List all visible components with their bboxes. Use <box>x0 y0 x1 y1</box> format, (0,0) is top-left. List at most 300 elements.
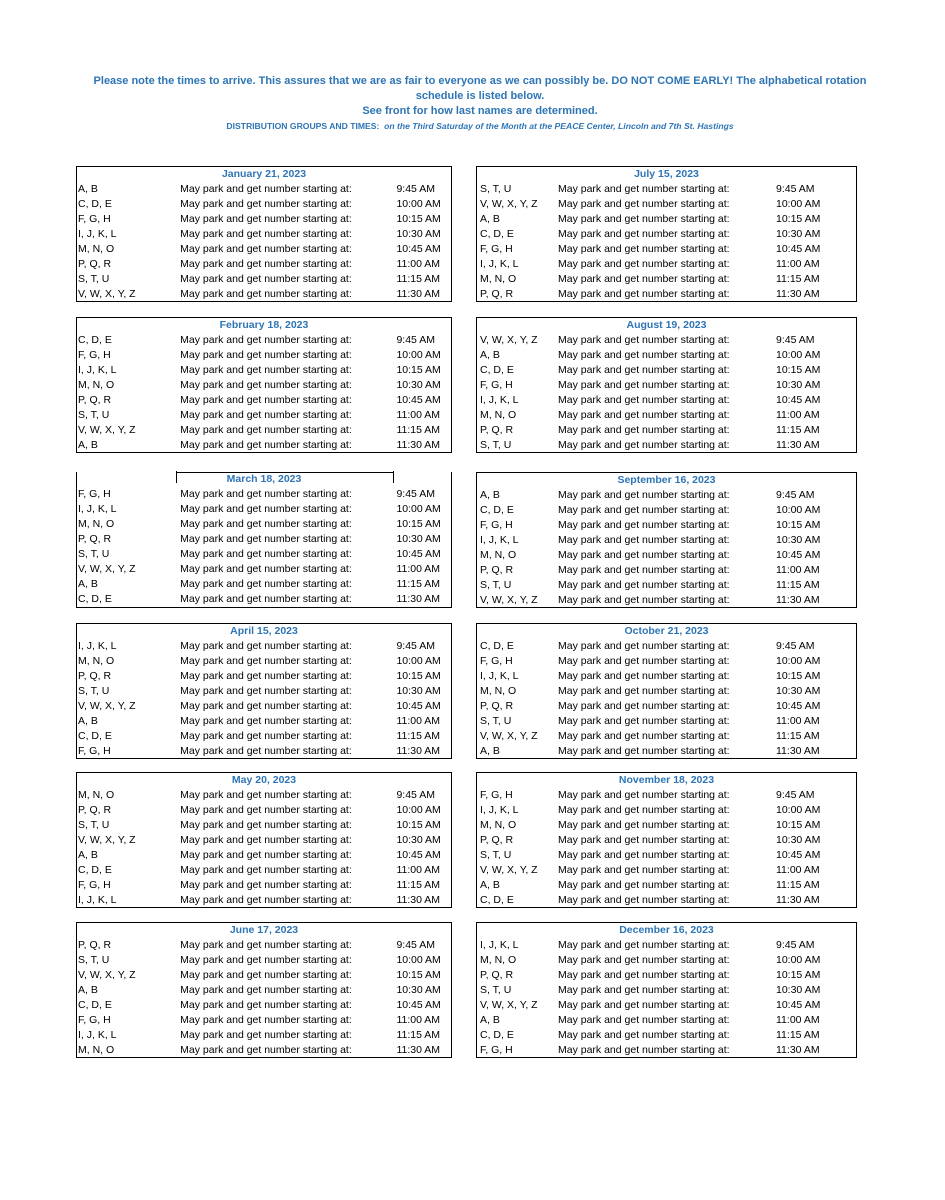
arrival-message: May park and get number starting at: <box>180 655 352 667</box>
arrival-message: May park and get number starting at: <box>180 593 352 605</box>
schedule-row <box>477 548 856 563</box>
name-group: F, G, H <box>480 379 513 391</box>
schedule-date: July 15, 2023 <box>634 168 699 180</box>
schedule-month-pair <box>76 317 857 453</box>
arrival-message: May park and get number starting at: <box>558 534 730 546</box>
arrival-time: 9:45 AM <box>396 939 435 951</box>
arrival-time: 11:30 AM <box>776 594 820 606</box>
schedule-row <box>477 563 856 578</box>
arrival-time: 11:00 AM <box>776 864 820 876</box>
arrival-message: May park and get number starting at: <box>558 489 730 501</box>
arrival-message: May park and get number starting at: <box>558 1029 730 1041</box>
arrival-message: May park and get number starting at: <box>180 670 352 682</box>
schedule-panel-left <box>76 772 452 908</box>
arrival-time: 11:00 AM <box>776 564 820 576</box>
name-group: C, D, E <box>480 228 514 240</box>
title-border-tick <box>393 471 394 483</box>
name-group: M, N, O <box>78 243 115 255</box>
name-group: I, J, K, L <box>78 640 117 652</box>
schedule-row <box>77 953 451 968</box>
schedule-row <box>77 818 451 833</box>
schedule-row <box>477 503 856 518</box>
arrival-message: May park and get number starting at: <box>180 503 352 515</box>
schedule-month-pair <box>76 472 857 608</box>
arrival-message: May park and get number starting at: <box>558 213 730 225</box>
arrival-message: May park and get number starting at: <box>180 894 352 906</box>
arrival-message: May park and get number starting at: <box>180 730 352 742</box>
schedule-row <box>77 998 451 1013</box>
name-group: S, T, U <box>78 954 110 966</box>
name-group: C, D, E <box>480 640 514 652</box>
name-group: M, N, O <box>480 685 517 697</box>
name-group: F, G, H <box>78 488 111 500</box>
name-group: M, N, O <box>480 273 517 285</box>
arrival-time: 10:15 AM <box>396 819 441 831</box>
schedule-panel-right <box>476 772 857 908</box>
arrival-time: 10:15 AM <box>776 819 821 831</box>
arrival-time: 10:45 AM <box>776 999 821 1011</box>
arrival-time: 9:45 AM <box>776 640 815 652</box>
schedule-row <box>77 833 451 848</box>
arrival-time: 11:30 AM <box>396 745 441 757</box>
name-group: V, W, X, Y, Z <box>480 730 538 742</box>
arrival-time: 9:45 AM <box>396 183 435 195</box>
schedule-row <box>77 197 451 212</box>
schedule-row <box>477 1043 856 1058</box>
schedule-row <box>477 378 856 393</box>
arrival-time: 10:30 AM <box>396 685 441 697</box>
schedule-row <box>477 863 856 878</box>
schedule-row <box>477 699 856 714</box>
arrival-message: May park and get number starting at: <box>558 564 730 576</box>
arrival-time: 11:15 AM <box>396 730 441 742</box>
name-group: F, G, H <box>480 243 513 255</box>
name-group: F, G, H <box>480 1044 513 1056</box>
arrival-time: 9:45 AM <box>776 183 815 195</box>
distribution-detail: on the Third Saturday of the Month at the PEACE Center, Lincoln and 7th St. Hastings <box>384 121 734 131</box>
name-group: F, G, H <box>78 1014 111 1026</box>
arrival-message: May park and get number starting at: <box>558 549 730 561</box>
schedule-row <box>77 1028 451 1043</box>
schedule-row <box>477 953 856 968</box>
schedule-row <box>77 684 451 699</box>
arrival-time: 10:45 AM <box>396 849 441 861</box>
name-group: A, B <box>78 984 98 996</box>
schedule-row <box>477 227 856 242</box>
schedule-row <box>477 818 856 833</box>
arrival-message: May park and get number starting at: <box>558 700 730 712</box>
name-group: P, Q, R <box>78 394 112 406</box>
header-line-1: Please note the times to arrive. This assures that we are as fair to everyone as we can possibly be. DO NOT COME EARLY! The alphabetical rotation <box>93 75 867 87</box>
schedule-row <box>477 423 856 438</box>
arrival-time: 10:30 AM <box>396 379 441 391</box>
arrival-time: 11:30 AM <box>396 894 441 906</box>
title-border <box>176 472 394 473</box>
name-group: C, D, E <box>480 504 514 516</box>
arrival-message: May park and get number starting at: <box>180 364 352 376</box>
schedule-row <box>477 983 856 998</box>
arrival-message: May park and get number starting at: <box>558 969 730 981</box>
name-group: C, D, E <box>78 198 112 210</box>
schedule-row <box>77 408 451 423</box>
name-group: F, G, H <box>78 349 111 361</box>
title-border-tick <box>176 471 177 483</box>
arrival-time: 9:45 AM <box>396 789 435 801</box>
schedule-panel-right <box>476 166 857 302</box>
name-group: I, J, K, L <box>480 670 519 682</box>
arrival-message: May park and get number starting at: <box>180 488 352 500</box>
arrival-message: May park and get number starting at: <box>558 999 730 1011</box>
name-group: C, D, E <box>78 730 112 742</box>
arrival-time: 11:00 AM <box>776 258 820 270</box>
name-group: V, W, X, Y, Z <box>480 864 538 876</box>
arrival-message: May park and get number starting at: <box>558 594 730 606</box>
name-group: A, B <box>78 183 98 195</box>
name-group: F, G, H <box>78 213 111 225</box>
schedule-date: June 17, 2023 <box>229 924 299 936</box>
arrival-message: May park and get number starting at: <box>558 894 730 906</box>
schedule-row <box>477 1013 856 1028</box>
schedule-row <box>77 532 451 547</box>
schedule-row <box>77 577 451 592</box>
arrival-message: May park and get number starting at: <box>558 579 730 591</box>
schedule-row <box>477 212 856 227</box>
name-group: F, G, H <box>480 655 513 667</box>
arrival-time: 9:45 AM <box>396 488 435 500</box>
name-group: P, Q, R <box>78 939 112 951</box>
arrival-time: 10:15 AM <box>396 518 441 530</box>
arrival-time: 10:15 AM <box>776 670 821 682</box>
arrival-time: 10:15 AM <box>776 364 821 376</box>
schedule-row <box>477 803 856 818</box>
name-group: C, D, E <box>78 999 112 1011</box>
name-group: M, N, O <box>480 549 517 561</box>
schedule-row <box>77 592 451 607</box>
schedule-row <box>477 287 856 302</box>
arrival-time: 11:00 AM <box>396 1014 441 1026</box>
arrival-time: 11:30 AM <box>396 1044 441 1056</box>
schedule-date: September 16, 2023 <box>617 474 716 486</box>
name-group: P, Q, R <box>480 564 514 576</box>
arrival-time: 10:30 AM <box>776 379 821 391</box>
schedule-row <box>477 518 856 533</box>
name-group: S, T, U <box>480 984 512 996</box>
schedule-row <box>77 182 451 197</box>
arrival-time: 10:45 AM <box>776 700 821 712</box>
schedule-row <box>477 684 856 699</box>
name-group: M, N, O <box>78 789 115 801</box>
arrival-message: May park and get number starting at: <box>180 999 352 1011</box>
schedule-row <box>77 639 451 654</box>
name-group: A, B <box>480 745 500 757</box>
name-group: I, J, K, L <box>480 939 519 951</box>
name-group: I, J, K, L <box>480 804 519 816</box>
name-group: M, N, O <box>480 409 517 421</box>
name-group: M, N, O <box>78 655 115 667</box>
arrival-message: May park and get number starting at: <box>180 640 352 652</box>
schedule-row <box>477 533 856 548</box>
arrival-time: 9:45 AM <box>776 939 815 951</box>
name-group: A, B <box>480 879 500 891</box>
arrival-time: 11:15 AM <box>396 879 441 891</box>
arrival-message: May park and get number starting at: <box>558 364 730 376</box>
schedule-row <box>77 938 451 953</box>
arrival-time: 11:30 AM <box>396 288 441 300</box>
arrival-message: May park and get number starting at: <box>558 228 730 240</box>
schedule-row <box>77 714 451 729</box>
arrival-time: 10:00 AM <box>396 503 441 515</box>
schedule-row <box>77 788 451 803</box>
arrival-time: 11:00 AM <box>396 409 441 421</box>
arrival-time: 10:00 AM <box>396 349 441 361</box>
arrival-message: May park and get number starting at: <box>180 700 352 712</box>
arrival-message: May park and get number starting at: <box>558 394 730 406</box>
arrival-time: 10:30 AM <box>396 984 441 996</box>
arrival-message: May park and get number starting at: <box>180 879 352 891</box>
schedule-row <box>77 363 451 378</box>
arrival-time: 10:45 AM <box>776 394 821 406</box>
arrival-time: 11:30 AM <box>776 1044 820 1056</box>
name-group: P, Q, R <box>480 700 514 712</box>
name-group: A, B <box>78 715 98 727</box>
distribution-label: DISTRIBUTION GROUPS AND TIMES: <box>226 121 380 131</box>
name-group: A, B <box>480 213 500 225</box>
arrival-message: May park and get number starting at: <box>558 655 730 667</box>
arrival-message: May park and get number starting at: <box>558 685 730 697</box>
arrival-time: 11:30 AM <box>396 439 441 451</box>
arrival-time: 11:00 AM <box>396 258 441 270</box>
name-group: V, W, X, Y, Z <box>78 288 136 300</box>
name-group: S, T, U <box>480 439 512 451</box>
schedule-panel-right <box>476 317 857 453</box>
arrival-time: 11:15 AM <box>776 273 820 285</box>
schedule-row <box>477 197 856 212</box>
schedule-row <box>77 729 451 744</box>
name-group: P, Q, R <box>480 834 514 846</box>
schedule-row <box>77 438 451 453</box>
name-group: M, N, O <box>480 954 517 966</box>
schedule-row <box>77 803 451 818</box>
arrival-message: May park and get number starting at: <box>558 273 730 285</box>
schedule-row <box>77 287 451 302</box>
schedule-row <box>77 517 451 532</box>
arrival-message: May park and get number starting at: <box>558 198 730 210</box>
name-group: S, T, U <box>78 685 110 697</box>
name-group: A, B <box>480 349 500 361</box>
arrival-message: May park and get number starting at: <box>180 379 352 391</box>
schedule-date: April 15, 2023 <box>230 625 298 637</box>
name-group: V, W, X, Y, Z <box>78 834 136 846</box>
schedule-date: October 21, 2023 <box>624 625 709 637</box>
arrival-message: May park and get number starting at: <box>180 563 352 575</box>
arrival-time: 10:15 AM <box>396 213 441 225</box>
name-group: C, D, E <box>78 334 112 346</box>
arrival-time: 10:45 AM <box>396 700 441 712</box>
schedule-date: May 20, 2023 <box>231 774 297 786</box>
schedule-date: August 19, 2023 <box>626 319 707 331</box>
name-group: I, J, K, L <box>480 258 519 270</box>
arrival-time: 10:45 AM <box>396 394 441 406</box>
arrival-message: May park and get number starting at: <box>180 819 352 831</box>
schedule-row <box>77 1043 451 1058</box>
arrival-message: May park and get number starting at: <box>558 424 730 436</box>
name-group: S, T, U <box>480 183 512 195</box>
arrival-message: May park and get number starting at: <box>180 1029 352 1041</box>
name-group: F, G, H <box>480 789 513 801</box>
arrival-time: 10:00 AM <box>396 954 441 966</box>
schedule-row <box>477 788 856 803</box>
arrival-time: 10:15 AM <box>776 213 821 225</box>
arrival-message: May park and get number starting at: <box>180 183 352 195</box>
arrival-message: May park and get number starting at: <box>180 939 352 951</box>
name-group: P, Q, R <box>78 804 112 816</box>
arrival-message: May park and get number starting at: <box>180 548 352 560</box>
name-group: S, T, U <box>480 579 512 591</box>
name-group: I, J, K, L <box>480 534 519 546</box>
arrival-message: May park and get number starting at: <box>180 834 352 846</box>
header-line-2: schedule is listed below. <box>415 90 545 102</box>
arrival-time: 10:45 AM <box>396 999 441 1011</box>
schedule-row <box>477 998 856 1013</box>
arrival-message: May park and get number starting at: <box>180 394 352 406</box>
header-line-3: See front for how last names are determined. <box>362 105 598 117</box>
name-group: S, T, U <box>480 715 512 727</box>
name-group: C, D, E <box>480 1029 514 1041</box>
schedule-panel-right <box>476 922 857 1058</box>
arrival-message: May park and get number starting at: <box>558 730 730 742</box>
schedule-panel-right <box>476 623 857 759</box>
arrival-message: May park and get number starting at: <box>180 273 352 285</box>
schedule-date: January 21, 2023 <box>221 168 307 180</box>
arrival-message: May park and get number starting at: <box>558 519 730 531</box>
schedule-row <box>477 242 856 257</box>
arrival-message: May park and get number starting at: <box>180 439 352 451</box>
arrival-message: May park and get number starting at: <box>558 409 730 421</box>
arrival-message: May park and get number starting at: <box>180 578 352 590</box>
arrival-message: May park and get number starting at: <box>180 715 352 727</box>
schedule-row <box>477 348 856 363</box>
arrival-message: May park and get number starting at: <box>180 213 352 225</box>
arrival-time: 10:30 AM <box>776 228 821 240</box>
arrival-message: May park and get number starting at: <box>558 183 730 195</box>
arrival-message: May park and get number starting at: <box>180 424 352 436</box>
arrival-message: May park and get number starting at: <box>558 670 730 682</box>
name-group: I, J, K, L <box>78 503 117 515</box>
arrival-message: May park and get number starting at: <box>180 984 352 996</box>
schedule-row <box>77 487 451 502</box>
arrival-message: May park and get number starting at: <box>558 879 730 891</box>
arrival-time: 11:15 AM <box>776 424 820 436</box>
arrival-time: 10:15 AM <box>396 670 441 682</box>
schedule-panel-left <box>76 623 452 759</box>
schedule-row <box>477 333 856 348</box>
schedule-row <box>477 408 856 423</box>
name-group: S, T, U <box>78 819 110 831</box>
arrival-time: 10:30 AM <box>776 984 821 996</box>
arrival-message: May park and get number starting at: <box>180 533 352 545</box>
arrival-time: 10:30 AM <box>396 228 441 240</box>
arrival-time: 11:30 AM <box>776 439 820 451</box>
schedule-row <box>477 729 856 744</box>
arrival-time: 11:00 AM <box>776 715 820 727</box>
arrival-time: 9:45 AM <box>776 789 815 801</box>
arrival-time: 11:15 AM <box>776 730 820 742</box>
name-group: M, N, O <box>480 819 517 831</box>
schedule-row <box>77 212 451 227</box>
name-group: C, D, E <box>480 364 514 376</box>
schedule-panel-left <box>76 317 452 453</box>
arrival-time: 11:00 AM <box>396 715 441 727</box>
arrival-message: May park and get number starting at: <box>558 349 730 361</box>
name-group: M, N, O <box>78 379 115 391</box>
schedule-date: February 18, 2023 <box>219 319 309 331</box>
schedule-row <box>77 272 451 287</box>
schedule-month-pair <box>76 772 857 908</box>
arrival-time: 10:00 AM <box>776 349 821 361</box>
arrival-time: 10:00 AM <box>396 655 441 667</box>
name-group: P, Q, R <box>480 424 514 436</box>
arrival-message: May park and get number starting at: <box>558 834 730 846</box>
schedule-row <box>477 182 856 197</box>
arrival-time: 10:00 AM <box>396 804 441 816</box>
name-group: F, G, H <box>78 879 111 891</box>
arrival-time: 10:15 AM <box>396 969 441 981</box>
arrival-time: 11:30 AM <box>396 593 441 605</box>
arrival-time: 11:15 AM <box>396 273 441 285</box>
schedule-date: March 18, 2023 <box>226 473 302 485</box>
arrival-time: 10:00 AM <box>776 198 821 210</box>
name-group: C, D, E <box>78 593 112 605</box>
name-group: P, Q, R <box>78 258 112 270</box>
arrival-message: May park and get number starting at: <box>180 849 352 861</box>
arrival-message: May park and get number starting at: <box>558 334 730 346</box>
arrival-time: 11:15 AM <box>776 879 820 891</box>
schedule-row <box>77 848 451 863</box>
arrival-message: May park and get number starting at: <box>180 954 352 966</box>
name-group: A, B <box>480 489 500 501</box>
schedule-row <box>77 983 451 998</box>
schedule-row <box>77 547 451 562</box>
arrival-time: 10:15 AM <box>776 969 821 981</box>
arrival-time: 10:45 AM <box>776 849 821 861</box>
arrival-message: May park and get number starting at: <box>180 334 352 346</box>
arrival-time: 11:30 AM <box>776 894 820 906</box>
schedule-row <box>477 714 856 729</box>
arrival-time: 10:15 AM <box>776 519 821 531</box>
schedule-row <box>477 654 856 669</box>
header-line-4 <box>60 119 900 134</box>
schedule-row <box>477 488 856 503</box>
arrival-time: 10:45 AM <box>396 548 441 560</box>
arrival-message: May park and get number starting at: <box>558 939 730 951</box>
name-group: V, W, X, Y, Z <box>480 198 538 210</box>
schedule-row <box>477 968 856 983</box>
name-group: C, D, E <box>480 894 514 906</box>
arrival-time: 11:00 AM <box>396 563 441 575</box>
arrival-time: 11:00 AM <box>776 1014 820 1026</box>
name-group: S, T, U <box>480 849 512 861</box>
arrival-message: May park and get number starting at: <box>180 864 352 876</box>
name-group: I, J, K, L <box>78 364 117 376</box>
schedule-row <box>477 272 856 287</box>
schedule-month-pair <box>76 922 857 1058</box>
schedule-row <box>77 562 451 577</box>
schedule-row <box>477 438 856 453</box>
schedule-date: December 16, 2023 <box>619 924 714 936</box>
arrival-time: 10:00 AM <box>776 954 821 966</box>
name-group: V, W, X, Y, Z <box>78 563 136 575</box>
name-group: P, Q, R <box>480 288 514 300</box>
